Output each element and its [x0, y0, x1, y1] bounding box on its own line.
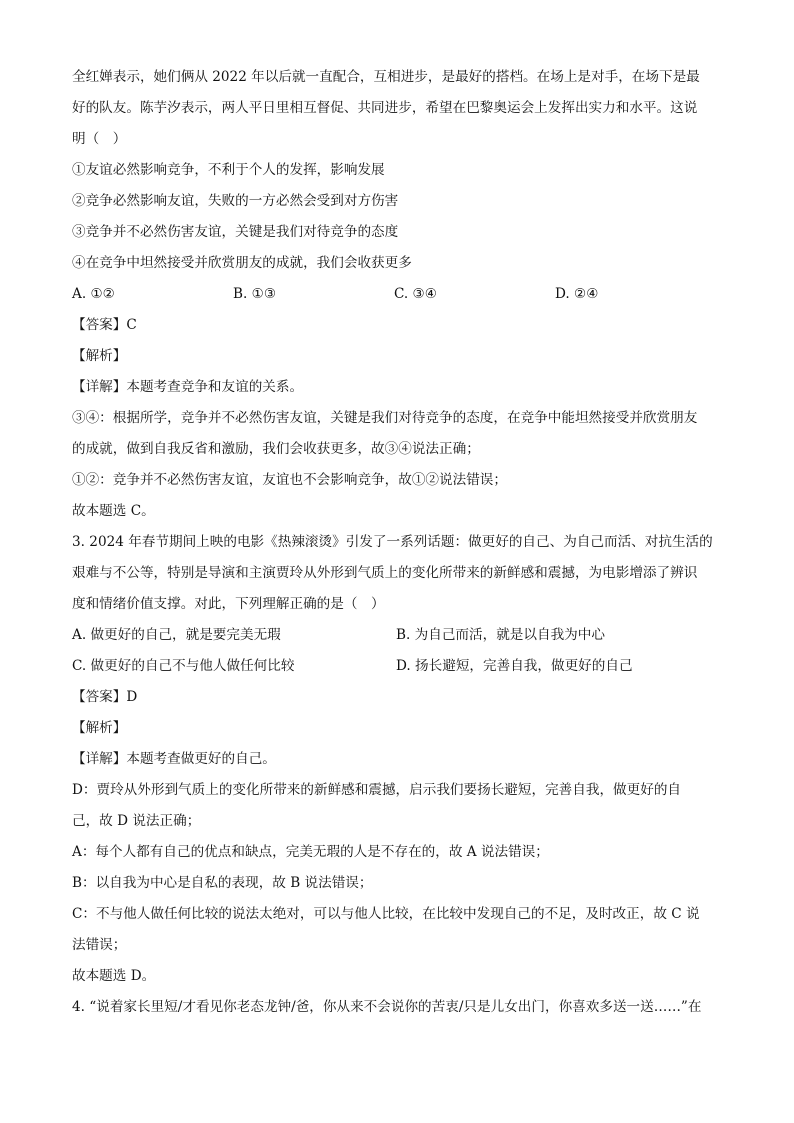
document-page — [72, 62, 724, 1023]
q2-stem-line-3: 明（ ） — [72, 131, 127, 147]
q4-stem-line-1: 4. “说着家长里短/才看见你老态龙钟/爸，你从来不会说你的苦衷/只是儿女出门，你喜欢多送一送……”在 — [72, 999, 702, 1015]
q2-option-c: C. ③④ — [394, 286, 437, 302]
q2-explain-line-4: 故本题选 C。 — [72, 503, 155, 519]
q3-option-c: C. 做更好的自己不与他人做任何比较 — [72, 658, 295, 674]
q3-stem-line-3: 度和情绪价值支撑。对此，下列理解正确的是（ ） — [72, 596, 385, 612]
q2-explain-line-1: ③④：根据所学，竞争并不必然伤害友谊，关键是我们对待竞争的态度，在竞争中能坦然接受并欣赏朋友 — [72, 410, 698, 426]
q3-explain-line-6: 法错误； — [72, 937, 127, 953]
q3-option-a: A. 做更好的自己，就是要完美无瑕 — [72, 627, 281, 643]
q2-option-b: B. ①③ — [233, 286, 277, 302]
q3-explain-line-5: C：不与他人做任何比较的说法太绝对，可以与他人比较，在比较中发现自己的不足，及时改正，故 C 说 — [72, 906, 700, 922]
q3-stem-line-2: 艰难与不公等，特别是导演和主演贾玲从外形到气质上的变化所带来的新鲜感和震撼，为电影增添了辨识 — [72, 565, 698, 581]
q2-statement-4: ④在竞争中坦然接受并欣赏朋友的成就，我们会收获更多 — [72, 255, 412, 271]
q2-option-a: A. ①② — [72, 286, 115, 302]
q3-answer: 【答案】D — [72, 689, 138, 705]
q3-options-row-2 — [72, 651, 724, 682]
q2-detail: 【详解】本题考查竞争和友谊的关系。 — [72, 379, 304, 395]
q2-statement-2: ②竞争必然影响友谊，失败的一方必然会受到对方伤害 — [72, 193, 399, 209]
q2-statement-1: ①友谊必然影响竞争，不利于个人的发挥，影响发展 — [72, 162, 385, 178]
q2-option-d: D. ②④ — [555, 286, 599, 302]
q2-explain-line-3: ①②：竞争并不必然伤害友谊，友谊也不会影响竞争，故①②说法错误； — [72, 472, 507, 488]
q3-analysis-label: 【解析】 — [72, 720, 127, 736]
q3-explain-line-2: 己，故 D 说法正确； — [72, 813, 201, 829]
q3-explain-line-7: 故本题选 D。 — [72, 968, 156, 984]
q2-analysis-label: 【解析】 — [72, 348, 127, 364]
q3-detail: 【详解】本题考查做更好的自己。 — [72, 751, 276, 767]
q3-explain-line-4: B：以自我为中心是自私的表现，故 B 说法错误； — [72, 875, 373, 891]
q3-stem-line-1: 3. 2024 年春节期间上映的电影《热辣滚烫》引发了一系列话题：做更好的自己、为自己而活、对抗生活的 — [72, 534, 713, 550]
q3-explain-line-1: D：贾玲从外形到气质上的变化所带来的新鲜感和震撼，启示我们要扬长避短，完善自我，做更好的自 — [72, 782, 682, 798]
q3-option-d: D. 扬长避短，完善自我，做更好的自己 — [396, 658, 633, 674]
q2-stem-line-2: 好的队友。陈芋汐表示，两人平日里相互督促、共同进步，希望在巴黎奥运会上发挥出实力和水平。这说 — [72, 100, 698, 116]
q2-statement-3: ③竞争并不必然伤害友谊，关键是我们对待竞争的态度 — [72, 224, 399, 240]
q2-options — [72, 279, 724, 310]
q3-option-b: B. 为自己而活，就是以自我为中心 — [396, 627, 605, 643]
q2-answer: 【答案】C — [72, 317, 137, 333]
q3-explain-line-3: A：每个人都有自己的优点和缺点，完美无瑕的人是不存在的，故 A 说法错误； — [72, 844, 549, 860]
q2-stem-line-1: 全红婵表示，她们俩从 2022 年以后就一直配合，互相进步，是最好的搭档。在场上是对手，在场下是最 — [72, 69, 700, 85]
q3-options-row-1 — [72, 620, 724, 651]
q2-explain-line-2: 的成就，做到自我反省和激励，我们会收获更多，故③④说法正确； — [72, 441, 480, 457]
